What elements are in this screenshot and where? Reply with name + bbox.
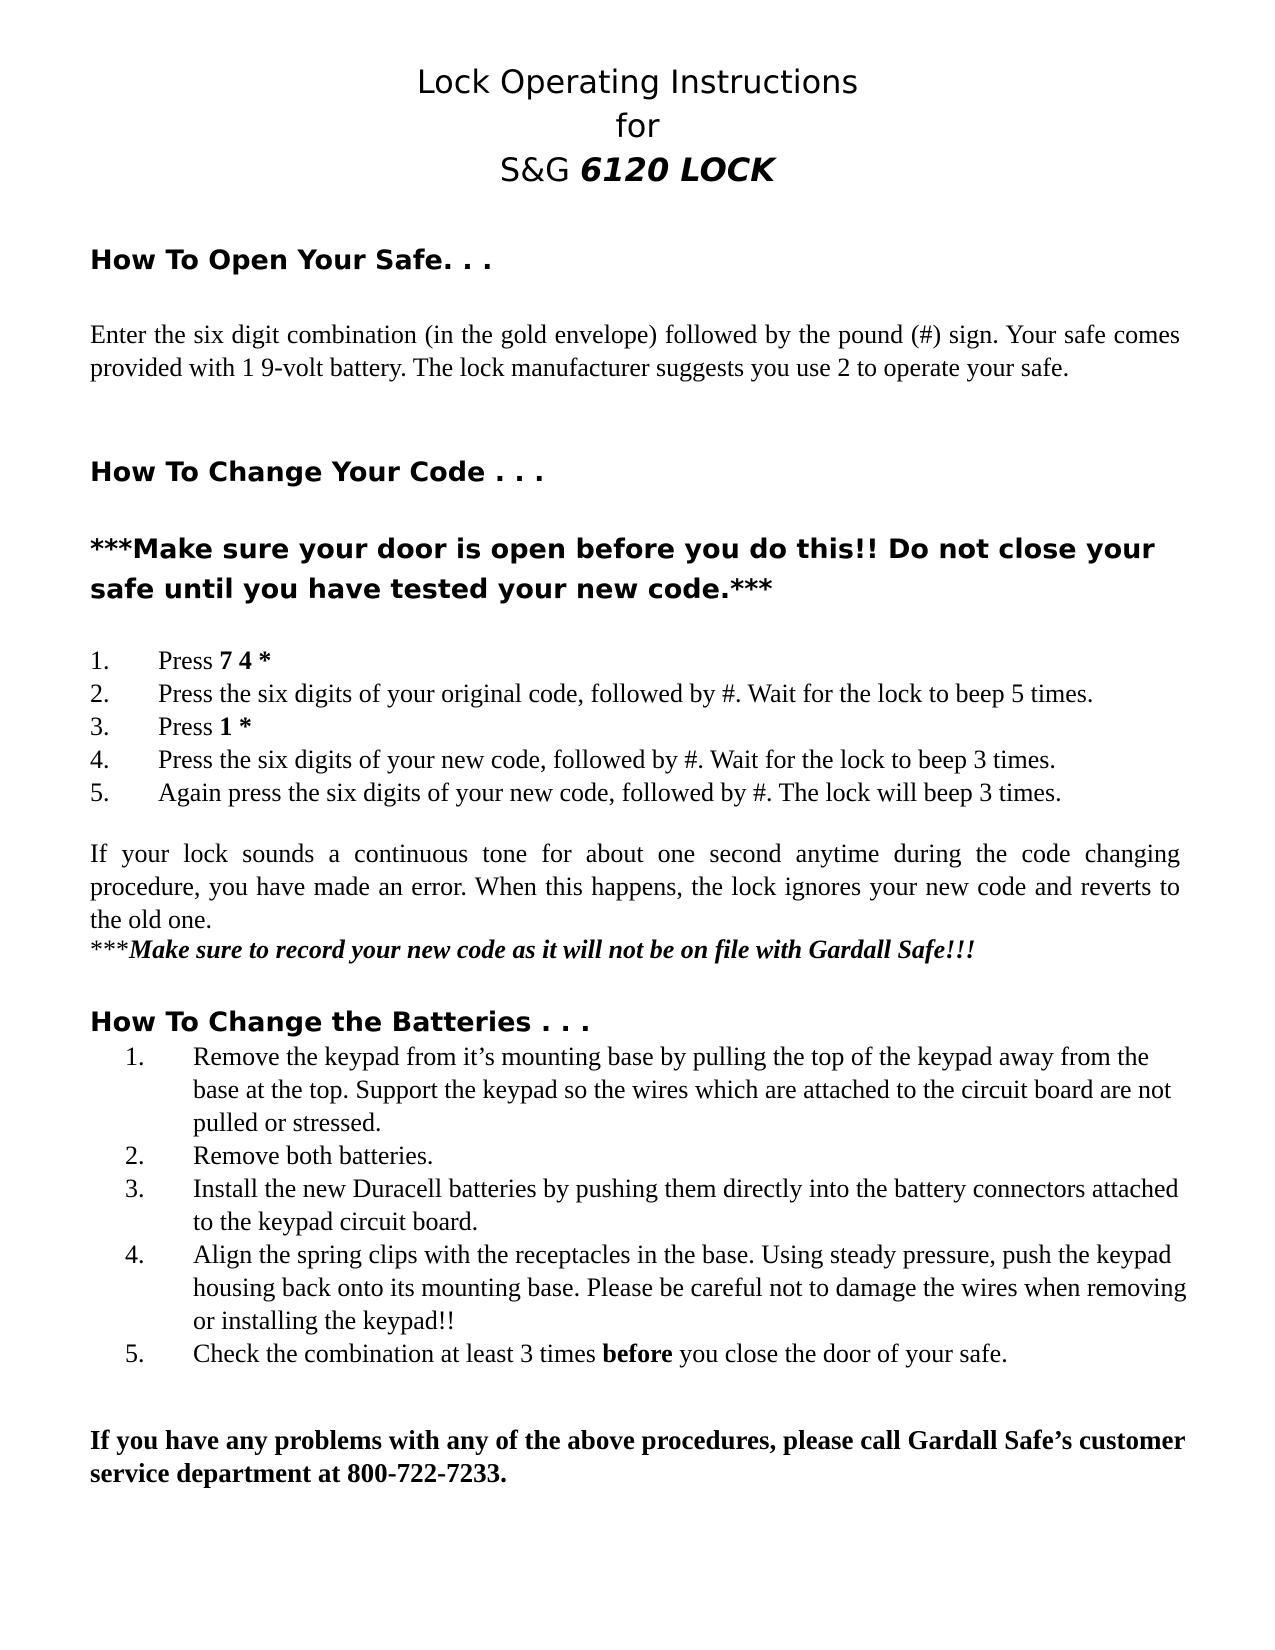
document-title: Lock Operating Instructions (416, 63, 859, 101)
step-number: 2. (125, 1141, 145, 1170)
step-number: 5. (90, 778, 110, 807)
step-text: Press (158, 646, 220, 675)
open-safe-heading: How To Open Your Safe. . . (90, 245, 493, 276)
step-number: 5. (125, 1339, 145, 1368)
step-text: Remove the keypad from it’s mounting base by pulling the top of the keypad away from the base at the top. Support the keypad so the wires which are attached to the circuit board are not pulled or stressed. (193, 1042, 1172, 1137)
step-text: Align the spring clips with the receptacles in the base. Using steady pressure, push the keypad housing back onto its mounting base. Please be careful not to damage the wires when removing or installing the keypad!! (193, 1240, 1187, 1335)
record-note-prefix: *** (90, 935, 129, 964)
step-emphasis: 1 * (219, 712, 252, 741)
step-number: 3. (125, 1174, 145, 1203)
change-batteries-heading: How To Change the Batteries . . . (90, 1007, 591, 1038)
title-for: for (615, 107, 660, 145)
step-item (125, 1172, 1190, 1238)
step-text: Again press the six digits of your new code, followed by #. The lock will beep 3 times. (158, 778, 1062, 807)
step-item (125, 1337, 1190, 1370)
step-text: Press the six digits of your new code, followed by #. Wait for the lock to beep 3 times. (158, 745, 1056, 774)
step-item (90, 644, 1190, 677)
open-safe-instructions: Enter the six digit combination (in the gold envelope) followed by the pound (#) sign. Your safe comes provided with 1 9-volt battery. The lock manufacturer suggests you use 2 to operate your safe. (90, 320, 1180, 382)
lock-model-title (0, 150, 1275, 190)
step-text-end: you close the door of your safe. (672, 1339, 1008, 1368)
step-item (125, 1139, 1190, 1172)
step-number: 1. (125, 1042, 145, 1071)
step-number: 3. (90, 712, 110, 741)
lock-model: 6120 LOCK (580, 151, 776, 189)
step-text: Remove both batteries. (193, 1141, 434, 1170)
change-code-steps (90, 644, 1190, 809)
step-text: Check the combination at least 3 times (193, 1339, 603, 1368)
change-code-warning: ***Make sure your door is open before you do this!! Do not close your safe until you have tested your new code.*** (90, 534, 1155, 605)
step-emphasis: 7 4 * (219, 646, 272, 675)
change-code-heading: How To Change Your Code . . . (90, 457, 545, 488)
step-text: Press the six digits of your original code, followed by #. Wait for the lock to beep 5 times. (158, 679, 1094, 708)
step-item (125, 1238, 1190, 1337)
step-item (90, 677, 1190, 710)
step-number: 4. (125, 1240, 145, 1269)
step-item (90, 776, 1190, 809)
step-number: 2. (90, 679, 110, 708)
record-code-note (90, 933, 1190, 966)
lock-brand: S&G (499, 151, 570, 189)
record-note-text: Make sure to record your new code as it will not be on file with Gardall Safe!!! (129, 935, 976, 964)
step-text: Install the new Duracell batteries by pushing them directly into the battery connectors attached to the keypad circuit board. (193, 1174, 1179, 1236)
customer-service-note: If you have any problems with any of the above procedures, please call Gardall Safe’s customer service department at 800-722-7233. (90, 1425, 1185, 1488)
code-error-note: If your lock sounds a continuous tone for about one second anytime during the code changing procedure, you have made an error. When this happens, the lock ignores your new code and reverts to the old one. (90, 839, 1180, 934)
step-item (90, 743, 1190, 776)
change-batteries-steps (125, 1040, 1190, 1370)
step-number: 4. (90, 745, 110, 774)
step-number: 1. (90, 646, 110, 675)
step-item (90, 710, 1190, 743)
step-text: Press (158, 712, 220, 741)
step-item (125, 1040, 1190, 1139)
step-emphasis: before (602, 1339, 673, 1368)
